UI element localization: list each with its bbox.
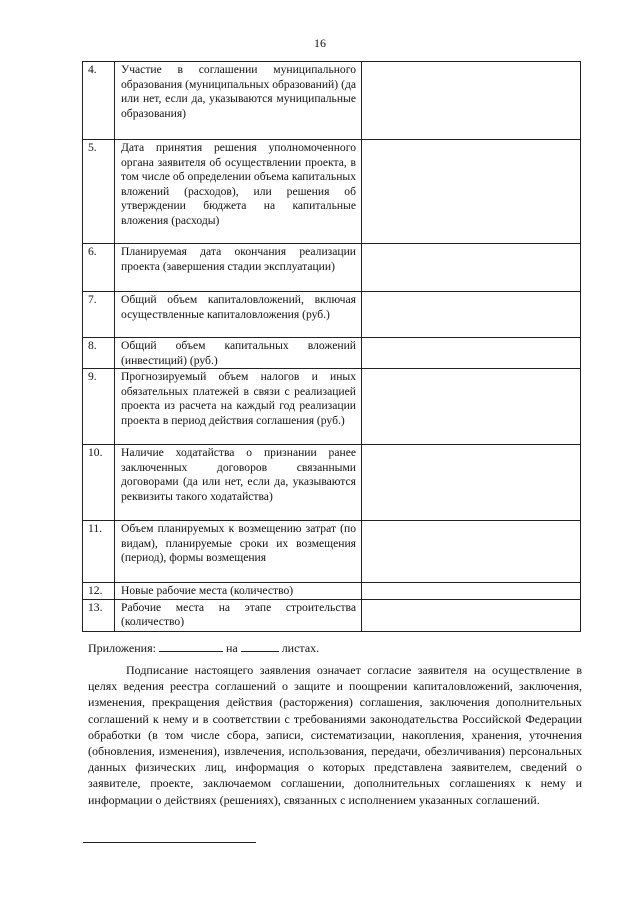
row-value <box>362 445 581 521</box>
table-row <box>83 583 581 600</box>
row-value <box>362 292 581 338</box>
row-description: Участие в соглашении муниципального образования (муниципальных образований) (да или нет, если да, указываются муниципальные образования) <box>115 62 362 140</box>
row-number: 6. <box>83 244 115 292</box>
table-row <box>83 244 581 292</box>
table-row <box>83 62 581 140</box>
table-row <box>83 445 581 521</box>
attachments-count-blank[interactable] <box>159 640 223 652</box>
row-value <box>362 583 581 600</box>
row-value <box>362 338 581 369</box>
row-description: Общий объем капитальных вложений (инвестиций) (руб.) <box>115 338 362 369</box>
row-number: 4. <box>83 62 115 140</box>
consent-text: Подписание настоящего заявления означает согласие заявителя на осуществление в целях ведения реестра соглашений о защите и поощрении капиталовложений, заключения, изменения, прекращения действия (расторжения) соглашения, заключения дополнительных соглашений к нему и в соответствии с требованиями законодательства Российской Федерации обработки (в том числе сбора, записи, систематизации, накопления, хранения, уточнения (обновления, изменения), извлечения, использования, передачи, обезличивания) персональных данных физических лиц, информация о которых представлена заявителем, сведений о заявителе, проекте, заключаемом соглашении, дополнительных соглашениях к нему и информации о действиях (решениях), связанных с исполнением указанных соглашений. <box>88 663 582 807</box>
row-number: 8. <box>83 338 115 369</box>
table-row <box>83 599 581 631</box>
row-value <box>362 140 581 244</box>
row-description: Общий объем капиталовложений, включая осуществленные капиталовложения (руб.) <box>115 292 362 338</box>
table-row <box>83 521 581 583</box>
row-value <box>362 244 581 292</box>
consent-paragraph <box>88 662 582 808</box>
row-number: 7. <box>83 292 115 338</box>
attachments-on: на <box>225 641 238 655</box>
attachments-sheets-blank[interactable] <box>241 640 279 652</box>
row-value <box>362 599 581 631</box>
row-description: Объем планируемых к возмещению затрат (по видам), планируемые сроки их возмещения (период), формы возмещения <box>115 521 362 583</box>
row-value <box>362 369 581 445</box>
row-number: 10. <box>83 445 115 521</box>
row-description: Рабочие места на этапе строительства (количество) <box>115 599 362 631</box>
attachments-label: Приложения: <box>88 641 156 655</box>
row-description: Дата принятия решения уполномоченного органа заявителя об осуществлении проекта, в том числе об определении объема капитальных вложений (расходов), или решения об утверждении бюджета на капитальные вложения (расходы) <box>115 140 362 244</box>
table-row <box>83 140 581 244</box>
table-row <box>83 338 581 369</box>
row-description: Планируемая дата окончания реализации проекта (завершения стадии эксплуатации) <box>115 244 362 292</box>
row-number: 5. <box>83 140 115 244</box>
row-number: 9. <box>83 369 115 445</box>
attachments-sheets: листах. <box>281 641 320 655</box>
row-number: 12. <box>83 583 115 600</box>
row-description: Наличие ходатайства о признании ранее заключенных договоров связанными договорами (да или нет, если да, указываются реквизиты такого ходатайства) <box>115 445 362 521</box>
row-description: Новые рабочие места (количество) <box>115 583 362 600</box>
attachments-line <box>88 640 319 656</box>
row-description: Прогнозируемый объем налогов и иных обязательных платежей в связи с реализацией проекта из расчета на каждый год реализации проекта в период действия соглашения (руб.) <box>115 369 362 445</box>
page-number: 16 <box>314 36 326 50</box>
footnote-separator <box>83 842 256 843</box>
application-table <box>82 61 581 632</box>
row-value <box>362 521 581 583</box>
row-number: 13. <box>83 599 115 631</box>
row-number: 11. <box>83 521 115 583</box>
table-row <box>83 292 581 338</box>
table-row <box>83 369 581 445</box>
row-value <box>362 62 581 140</box>
